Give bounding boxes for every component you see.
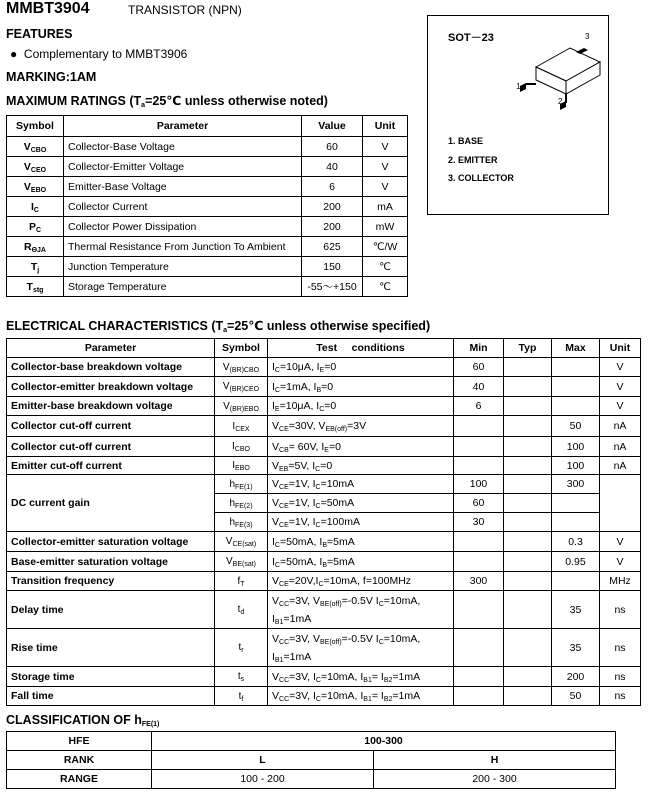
max-cell: 0.3	[552, 532, 600, 552]
conditions-cell: $I_E=10\mu A$, $I_C=0$	[268, 397, 454, 416]
typ-cell	[504, 358, 552, 377]
typ-cell	[504, 397, 552, 416]
unit-cell: V	[363, 177, 408, 197]
table-row	[7, 457, 641, 475]
table-row	[7, 377, 641, 397]
conditions-cell: $V_{CE}=30V$, $V_{EB(off)}=3V$	[268, 416, 454, 437]
pin-number-3: 3	[585, 32, 590, 41]
conditions-cell: $V_{CC}=3V$, $V_{BE(off)}=-0.5V$ $I_C=10mA$, $I_{B1}=1mA$	[268, 591, 454, 629]
parameter-cell: Storage time	[7, 667, 215, 687]
symbol-cell: $V_{(BR)EBO}$	[215, 397, 268, 416]
elec-title: ELECTRICAL CHARACTERISTICS ($T_a=25℃$ unless otherwise specified)	[6, 319, 431, 334]
value-cell: 40	[302, 157, 363, 177]
table-row	[7, 237, 408, 257]
value-cell: 200	[302, 217, 363, 237]
elec-table	[6, 338, 641, 706]
min-cell	[454, 667, 504, 687]
min-cell: 300	[454, 572, 504, 591]
min-cell	[454, 687, 504, 706]
typ-cell	[504, 377, 552, 397]
parameter-cell: Transition frequency	[7, 572, 215, 591]
parameter-cell: Emitter cut-off current	[7, 457, 215, 475]
symbol-cell: $t_d$	[215, 591, 268, 629]
conditions-cell: $V_{CC}=3V$, $V_{BE(off)}=-0.5V$ $I_C=10mA$, $I_{B1}=1mA$	[268, 629, 454, 667]
hfe-label: HFE	[7, 732, 152, 751]
max-cell: 50	[552, 687, 600, 706]
max-cell: 35	[552, 591, 600, 629]
conditions-cell: $V_{CC}=3V$, $I_C=10mA$, $I_{B1}= I_{B2}=1mA$	[268, 687, 454, 706]
conditions-cell: $V_{CB}= 60V$, $I_E=0$	[268, 437, 454, 457]
min-cell	[454, 416, 504, 437]
unit-cell: V	[363, 157, 408, 177]
typ-cell	[504, 457, 552, 475]
table-row	[7, 667, 641, 687]
symbol-cell: $I_{EBO}$	[215, 457, 268, 475]
unit-cell: mA	[363, 197, 408, 217]
feature-item: ● Complementary to MMBT3906	[10, 47, 188, 61]
device-type: TRANSISTOR (NPN)	[128, 3, 242, 17]
table-row	[7, 572, 641, 591]
pin-emitter: 2. EMITTER	[448, 154, 498, 165]
min-cell	[454, 591, 504, 629]
conditions-cell: $V_{CE}=20V,I_C=10mA$, f=100MHz	[268, 572, 454, 591]
value-cell: 200	[302, 197, 363, 217]
unit-cell: V	[363, 137, 408, 157]
table-row	[7, 687, 641, 706]
table-row	[7, 532, 641, 552]
max-cell	[552, 397, 600, 416]
typ-cell	[504, 552, 552, 572]
min-cell	[454, 457, 504, 475]
header-max: Max	[552, 339, 600, 358]
parameter-cell: Collector-Base Voltage	[64, 137, 302, 157]
parameter-cell: Collector-emitter saturation voltage	[7, 532, 215, 552]
range-l: 100 - 200	[152, 770, 374, 789]
parameter-cell: Fall time	[7, 687, 215, 706]
unit-cell: ns	[600, 687, 641, 706]
symbol-cell: $V_{(BR)CBO}$	[215, 358, 268, 377]
symbol-cell: $h_{FE(1)}$	[215, 475, 268, 494]
unit-cell: ℃/W	[363, 237, 408, 257]
bullet-icon: ●	[10, 47, 18, 61]
max-cell: 100	[552, 437, 600, 457]
table-row	[7, 591, 641, 629]
typ-cell	[504, 416, 552, 437]
symbol-cell: $T_j$	[7, 257, 64, 277]
symbol-cell: $I_{CBO}$	[215, 437, 268, 457]
typ-cell	[504, 532, 552, 552]
min-cell: 100	[454, 475, 504, 494]
max-cell: 35	[552, 629, 600, 667]
table-row	[7, 217, 408, 237]
unit-cell: V	[600, 532, 641, 552]
unit-cell: V	[600, 397, 641, 416]
value-cell: 150	[302, 257, 363, 277]
table-header-row	[7, 116, 408, 137]
typ-cell	[504, 687, 552, 706]
table-row	[7, 629, 641, 667]
symbol-cell: $I_{CEX}$	[215, 416, 268, 437]
unit-cell: ns	[600, 591, 641, 629]
parameter-cell: Collector-Emitter Voltage	[64, 157, 302, 177]
table-row	[7, 397, 641, 416]
min-cell: 60	[454, 358, 504, 377]
header-min: Min	[454, 339, 504, 358]
unit-cell	[600, 475, 641, 532]
symbol-cell: $t_f$	[215, 687, 268, 706]
parameter-cell: Rise time	[7, 629, 215, 667]
conditions-cell: $V_{EB}=5V$, $I_C=0$	[268, 457, 454, 475]
unit-cell: ℃	[363, 277, 408, 297]
typ-cell	[504, 513, 552, 532]
unit-cell: nA	[600, 416, 641, 437]
unit-cell: ns	[600, 667, 641, 687]
min-cell	[454, 629, 504, 667]
parameter-cell: Emitter-base breakdown voltage	[7, 397, 215, 416]
marking: MARKING:1AM	[6, 70, 97, 84]
symbol-cell: $V_{(BR)CEO}$	[215, 377, 268, 397]
conditions-cell: $V_{CE}=1V$, $I_C=10mA$	[268, 475, 454, 494]
unit-cell: ℃	[363, 257, 408, 277]
parameter-cell: Storage Temperature	[64, 277, 302, 297]
min-cell: 60	[454, 494, 504, 513]
unit-cell: V	[600, 377, 641, 397]
conditions-cell: $V_{CC}=3V$, $I_C=10mA$, $I_{B1}= I_{B2}=1mA$	[268, 667, 454, 687]
parameter-cell: Collector Current	[64, 197, 302, 217]
sot23-package-drawing	[508, 34, 603, 124]
min-cell: 40	[454, 377, 504, 397]
max-cell	[552, 572, 600, 591]
max-cell	[552, 494, 600, 513]
parameter-cell: Collector-base breakdown voltage	[7, 358, 215, 377]
typ-cell	[504, 591, 552, 629]
typ-cell	[504, 572, 552, 591]
symbol-cell: $V_{EBO}$	[7, 177, 64, 197]
header-symbol: Symbol	[7, 116, 64, 137]
pin-number-2: 2	[558, 97, 563, 106]
parameter-cell: Base-emitter saturation voltage	[7, 552, 215, 572]
max-cell	[552, 513, 600, 532]
range-h: 200 - 300	[374, 770, 616, 789]
pin-collector: 3. COLLECTOR	[448, 173, 514, 183]
table-row	[7, 197, 408, 217]
header-parameter: Parameter	[64, 116, 302, 137]
max-ratings-table	[6, 115, 408, 297]
symbol-cell: $t_s$	[215, 667, 268, 687]
unit-cell: V	[600, 552, 641, 572]
symbol-cell: $V_{CEO}$	[7, 157, 64, 177]
pin-base: 1. BASE	[448, 136, 484, 146]
table-header-row	[7, 339, 641, 358]
conditions-cell: $I_C=50mA$, $I_B=5mA$	[268, 532, 454, 552]
min-cell	[454, 532, 504, 552]
symbol-cell: $R_{\Theta JA}$	[7, 237, 64, 257]
symbol-cell: $h_{FE(3)}$	[215, 513, 268, 532]
pin-list	[448, 132, 514, 188]
parameter-cell: Delay time	[7, 591, 215, 629]
rank-label: RANK	[7, 751, 152, 770]
header-typ: Typ	[504, 339, 552, 358]
classification-table	[6, 731, 616, 789]
typ-cell	[504, 629, 552, 667]
value-cell: 6	[302, 177, 363, 197]
table-row	[7, 437, 641, 457]
header-unit: Unit	[600, 339, 641, 358]
part-number: MMBT3904	[6, 0, 90, 17]
table-row	[7, 475, 641, 494]
parameter-cell: Collector Power Dissipation	[64, 217, 302, 237]
typ-cell	[504, 667, 552, 687]
header-symbol: Symbol	[215, 339, 268, 358]
parameter-cell: Collector cut-off current	[7, 416, 215, 437]
parameter-cell: Thermal Resistance From Junction To Ambient	[64, 237, 302, 257]
parameter-cell: Collector-emitter breakdown voltage	[7, 377, 215, 397]
unit-cell: nA	[600, 437, 641, 457]
hfe-value: 100-300	[152, 732, 616, 751]
table-row	[7, 552, 641, 572]
package-box	[427, 15, 609, 215]
conditions-cell: $V_{CE}=1V$, $I_C=50mA$	[268, 494, 454, 513]
max-cell: 0.95	[552, 552, 600, 572]
header-parameter: Parameter	[7, 339, 215, 358]
symbol-cell: $V_{BE(sat)}$	[215, 552, 268, 572]
range-label: RANGE	[7, 770, 152, 789]
conditions-cell: $I_C=50mA$, $I_B=5mA$	[268, 552, 454, 572]
rank-l: L	[152, 751, 374, 770]
symbol-cell: $I_C$	[7, 197, 64, 217]
max-cell: 100	[552, 457, 600, 475]
header-value: Value	[302, 116, 363, 137]
min-cell	[454, 437, 504, 457]
symbol-cell: $t_r$	[215, 629, 268, 667]
typ-cell	[504, 437, 552, 457]
conditions-cell: $I_C=1mA$, $I_B=0$	[268, 377, 454, 397]
symbol-cell: $T_{stg}$	[7, 277, 64, 297]
max-cell	[552, 358, 600, 377]
symbol-cell: $f_T$	[215, 572, 268, 591]
table-row	[7, 157, 408, 177]
parameter-cell: Emitter-Base Voltage	[64, 177, 302, 197]
max-cell: 200	[552, 667, 600, 687]
max-ratings-title: MAXIMUM RATINGS ($T_a=25℃$ unless otherwise noted)	[6, 94, 328, 109]
table-row	[7, 177, 408, 197]
max-cell	[552, 377, 600, 397]
table-row	[7, 277, 408, 297]
parameter-cell: DC current gain	[7, 475, 215, 532]
table-row	[7, 416, 641, 437]
symbol-cell: $P_C$	[7, 217, 64, 237]
parameter-cell: Junction Temperature	[64, 257, 302, 277]
value-cell: 60	[302, 137, 363, 157]
classification-title: CLASSIFICATION OF $h_{FE(1)}$	[6, 713, 160, 728]
conditions-cell: $I_C=10\mu A$, $I_E=0$	[268, 358, 454, 377]
unit-cell: nA	[600, 457, 641, 475]
value-cell: -55～+150	[302, 277, 363, 297]
table-row	[7, 137, 408, 157]
header-test-conditions: Test conditions	[268, 339, 454, 358]
parameter-cell: Collector cut-off current	[7, 437, 215, 457]
unit-cell: ns	[600, 629, 641, 667]
min-cell: 30	[454, 513, 504, 532]
symbol-cell: $V_{CBO}$	[7, 137, 64, 157]
value-cell: 625	[302, 237, 363, 257]
min-cell: 6	[454, 397, 504, 416]
package-name: SOT－23	[448, 32, 494, 44]
pin-number-1: 1	[516, 82, 521, 91]
symbol-cell: $V_{CE(sat)}$	[215, 532, 268, 552]
max-cell: 300	[552, 475, 600, 494]
conditions-cell: $V_{CE}=1V$, $I_C=100mA$	[268, 513, 454, 532]
unit-cell: MHz	[600, 572, 641, 591]
unit-cell: V	[600, 358, 641, 377]
rank-h: H	[374, 751, 616, 770]
symbol-cell: $h_{FE(2)}$	[215, 494, 268, 513]
min-cell	[454, 552, 504, 572]
unit-cell: mW	[363, 217, 408, 237]
typ-cell	[504, 475, 552, 494]
typ-cell	[504, 494, 552, 513]
features-title: FEATURES	[6, 27, 73, 41]
max-cell: 50	[552, 416, 600, 437]
header-unit: Unit	[363, 116, 408, 137]
table-row	[7, 358, 641, 377]
table-row	[7, 257, 408, 277]
